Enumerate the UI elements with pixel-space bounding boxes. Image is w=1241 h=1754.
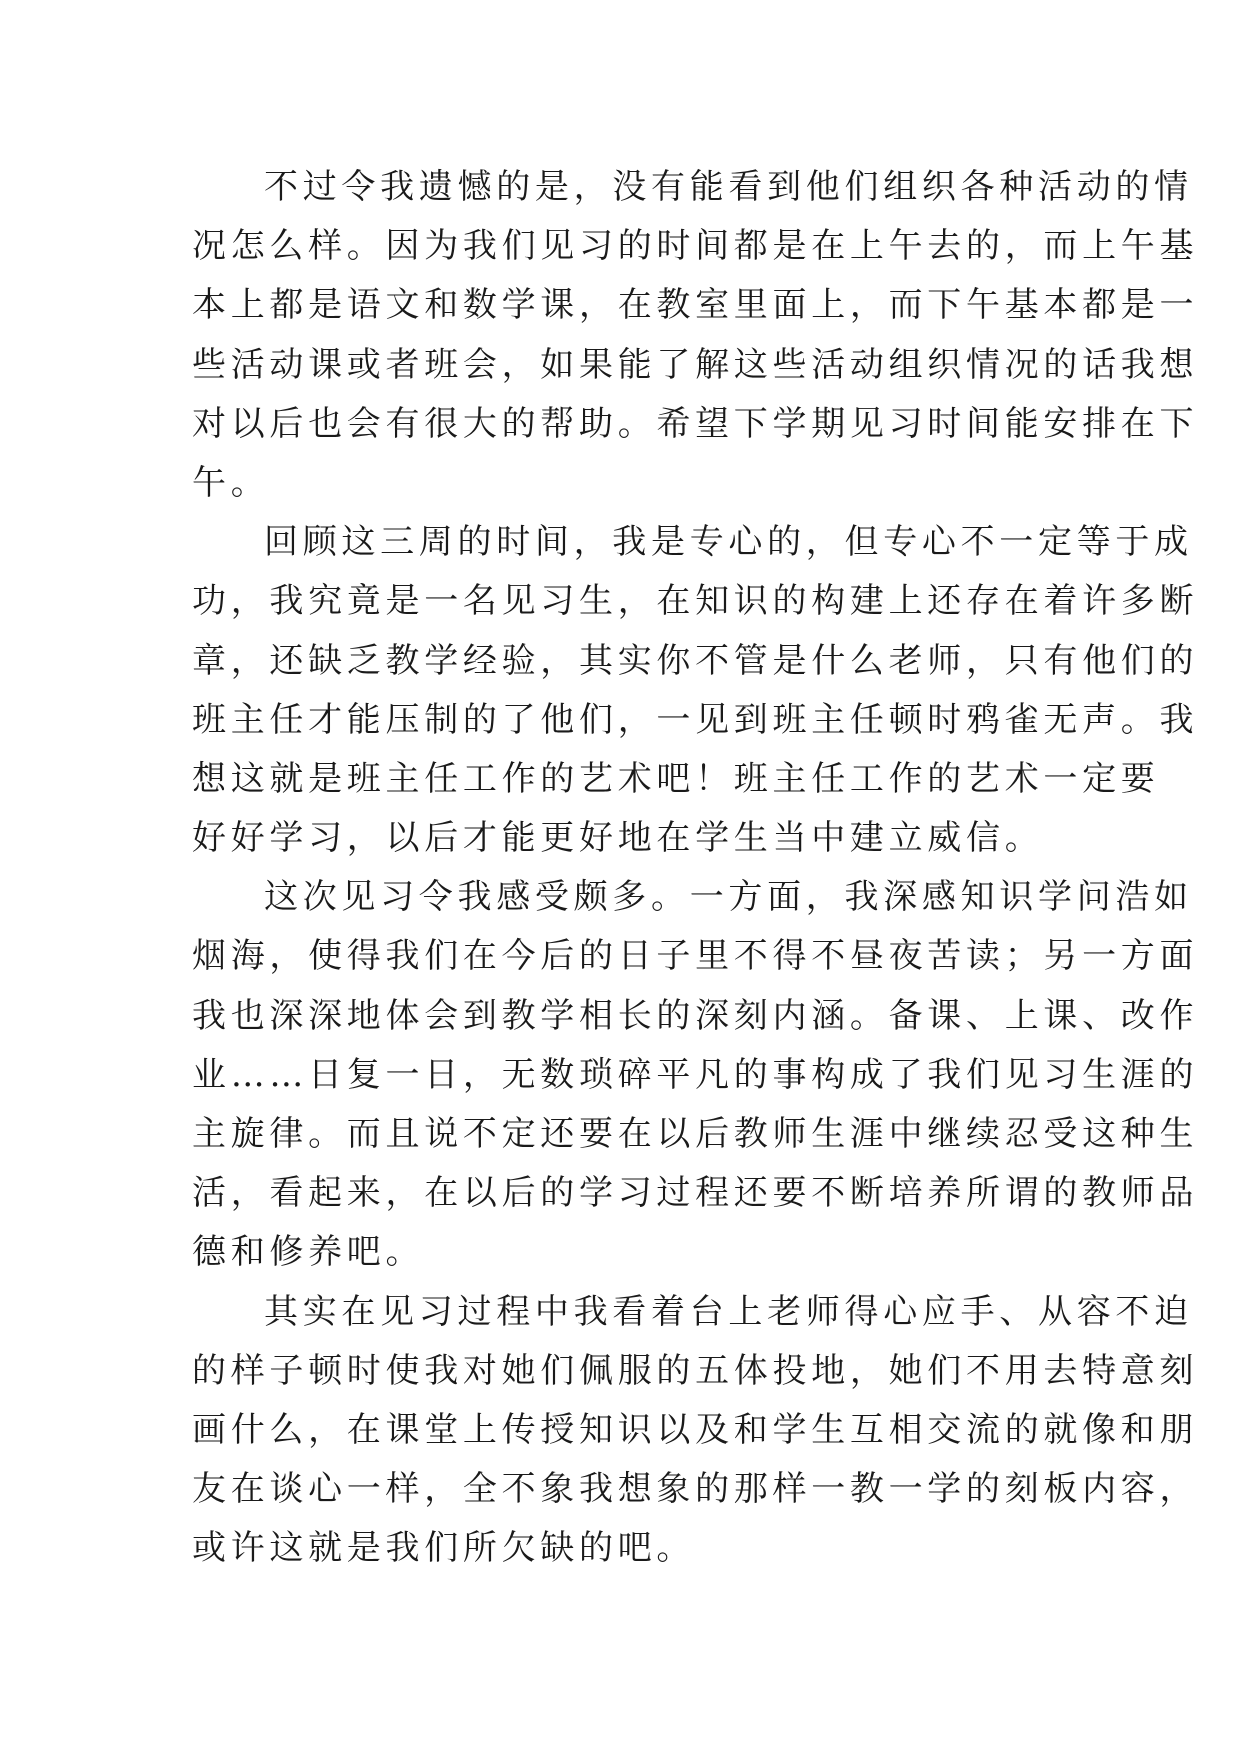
paragraph-line: 主旋律。而且说不定还要在以后教师生涯中继续忍受这种生: [192, 1114, 1199, 1154]
paragraph-2: [192, 513, 1199, 868]
paragraph-3: [192, 868, 1199, 1282]
paragraph-line: 况怎么样。因为我们见习的时间都是在上午去的，而上午基: [192, 226, 1199, 267]
paragraph-line: 活，看起来，在以后的学习过程还要不断培养所谓的教师品: [192, 1173, 1199, 1214]
paragraph-line: 画什么，在课堂上传授知识以及和学生互相交流的就像和朋: [192, 1409, 1199, 1450]
paragraph-line: 班主任才能压制的了他们，一见到班主任顿时鸦雀无声。我: [192, 699, 1199, 740]
paragraph-line: 业……日复一日，无数琐碎平凡的事构成了我们见习生涯的: [192, 1054, 1199, 1095]
paragraph-line: 我也深深地体会到教学相长的深刻内涵。备课、上课、改作: [192, 995, 1199, 1036]
paragraph-line: 章，还缺乏教学经验，其实你不管是什么老师，只有他们的: [192, 640, 1199, 681]
paragraph-line: 午。: [192, 462, 270, 503]
paragraph-line: 想这就是班主任工作的艺术吧！班主任工作的艺术一定要: [192, 758, 1160, 799]
paragraph-line: 好好学习，以后才能更好地在学生当中建立威信。: [192, 818, 1044, 859]
paragraph-line: 回顾这三周的时间，我是专心的，但专心不一定等于成: [264, 522, 1193, 563]
paragraph-line: 或许这就是我们所欠缺的吧。: [192, 1528, 696, 1569]
paragraph-line: 功，我究竟是一名见习生，在知识的构建上还存在着许多断: [192, 581, 1199, 622]
paragraph-4: [192, 1283, 1199, 1579]
document-body: [192, 158, 1199, 1579]
paragraph-line: 不过令我遗憾的是，没有能看到他们组织各种活动的情: [264, 167, 1193, 207]
paragraph-line: 其实在见习过程中我看着台上老师得心应手、从容不迫: [264, 1291, 1193, 1332]
paragraph-line: 对以后也会有很大的帮助。希望下学期见习时间能安排在下: [192, 403, 1199, 444]
paragraph-line: 本上都是语文和数学课，在教室里面上，而下午基本都是一: [192, 285, 1199, 326]
paragraph-line: 友在谈心一样，全不象我想象的那样一教一学的刻板内容，: [192, 1469, 1199, 1510]
paragraph-line: 德和修养吧。: [192, 1232, 425, 1273]
paragraph-1: [192, 158, 1199, 513]
paragraph-line: 些活动课或者班会，如果能了解这些活动组织情况的话我想: [192, 344, 1199, 385]
paragraph-line: 这次见习令我感受颇多。一方面，我深感知识学问浩如: [264, 877, 1193, 918]
paragraph-line: 的样子顿时使我对她们佩服的五体投地，她们不用去特意刻: [192, 1350, 1199, 1391]
paragraph-line: 烟海，使得我们在今后的日子里不得不昼夜苦读；另一方面: [192, 936, 1199, 977]
